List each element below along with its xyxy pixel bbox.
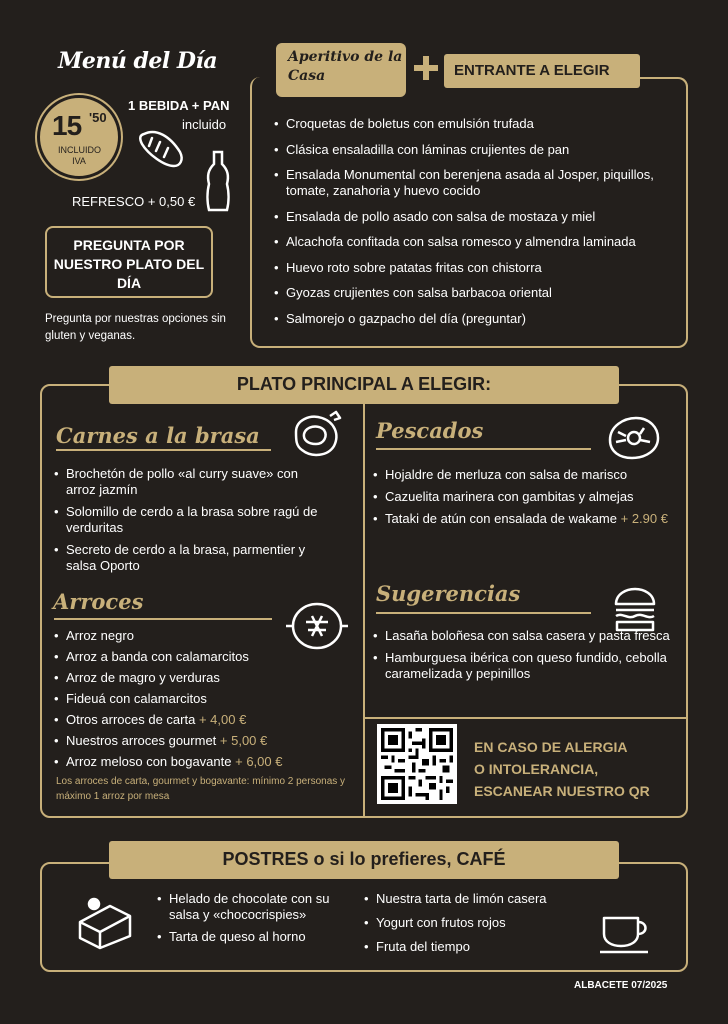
drink-sub: incluido xyxy=(182,117,227,132)
list-item: • Ensalada Monumental con berenjena asada al Josper, piquillos, tomate, zanahoria y huevo cocido xyxy=(274,167,674,199)
principal-tag: PLATO PRINCIPAL A ELEGIR: xyxy=(109,366,619,404)
list-item: • Tarta de queso al horno xyxy=(157,929,357,945)
list-item: • Fruta del tiempo xyxy=(364,939,584,955)
carnes-underline xyxy=(56,449,271,451)
pescados-underline xyxy=(376,448,591,450)
list-item: • Nuestros arroces gourmet + 5,00 € xyxy=(54,733,354,749)
arroces-list xyxy=(54,628,354,775)
price-extra: + 6,00 € xyxy=(235,754,283,769)
cake-icon xyxy=(76,892,134,950)
list-item: • Hamburguesa ibérica con queso fundido, cebolla caramelizada y pepinillos xyxy=(373,650,683,682)
qr-code[interactable] xyxy=(377,724,457,804)
postres-tag: POSTRES o si lo prefieres, CAFÉ xyxy=(109,841,619,879)
sugerencias-title: Sugerencias xyxy=(376,581,521,606)
carnes-list xyxy=(54,466,324,580)
list-item: • Clásica ensaladilla con láminas crujientes de pan xyxy=(274,142,674,158)
carnes-title: Carnes a la brasa xyxy=(56,423,260,448)
entrante-frame-corner xyxy=(640,77,688,87)
list-item: • Nuestra tarta de limón casera xyxy=(364,891,584,907)
drink-label: 1 BEBIDA + PAN xyxy=(128,98,230,113)
postres-list-left xyxy=(157,891,357,951)
list-item: • Cazuelita marinera con gambitas y almejas xyxy=(373,489,683,505)
column-divider xyxy=(363,404,365,818)
list-item: • Hojaldre de merluza con salsa de marisco xyxy=(373,467,683,483)
list-item: • Fideuá con calamarcitos xyxy=(54,691,354,707)
list-item: • Arroz a banda con calamarcitos xyxy=(54,649,354,665)
list-item: • Secreto de cerdo a la brasa, parmentier y salsa Oporto xyxy=(54,542,324,574)
list-item: • Ensalada de pollo asado con salsa de mostaza y miel xyxy=(274,209,674,225)
gluten-note: Pregunta por nuestras opciones sin gluten y veganas. xyxy=(45,313,226,342)
arroces-note: Los arroces de carta, gourmet y bogavante: mínimo 2 personas y máximo 1 arroz por mesa xyxy=(56,776,346,802)
list-item: • Salmorejo o gazpacho del día (preguntar) xyxy=(274,311,674,327)
burger-icon xyxy=(612,586,658,634)
arroces-title: Arroces xyxy=(53,589,144,614)
plus-icon xyxy=(414,56,438,80)
pescados-title: Pescados xyxy=(376,418,484,443)
list-item: • Lasaña boloñesa con salsa casera y pasta fresca xyxy=(373,628,683,644)
price-note: INCLUIDO IVA xyxy=(58,145,102,166)
fish-steak-icon xyxy=(606,414,662,462)
alergia-note: EN CASO DE ALERGIA O INTOLERANCIA, ESCANEAR NUESTRO QR xyxy=(474,739,650,799)
list-item: • Solomillo de cerdo a la brasa sobre ragú de verduritas xyxy=(54,504,324,536)
bread-icon xyxy=(136,126,186,170)
list-item: • Alcachofa confitada con salsa romesco y almendra laminada xyxy=(274,234,674,250)
entrante-tag: ENTRANTE A ELEGIR xyxy=(444,54,640,88)
postres-list-right xyxy=(364,891,584,963)
list-item: • Yogurt con frutos rojos xyxy=(364,915,584,931)
qr-divider xyxy=(365,717,688,719)
price-main: 15 xyxy=(52,110,82,141)
aperitivo-tag: Aperitivo de la Casa xyxy=(276,43,406,97)
list-item: • Croquetas de boletus con emulsión trufada xyxy=(274,116,674,132)
price-extra: + 4,00 € xyxy=(198,712,247,727)
price-extra: + 5,00 € xyxy=(219,733,268,748)
refresco-price: REFRESCO + 0,50 € xyxy=(72,194,196,209)
pescados-list xyxy=(373,467,683,533)
price-cents: '50 xyxy=(89,110,107,125)
menu-title: Menú del Día xyxy=(58,48,218,74)
list-item: • Arroz negro xyxy=(54,628,354,644)
price-extra: + 2.90 € xyxy=(620,511,668,526)
list-item: • Gyozas crujientes con salsa barbacoa oriental xyxy=(274,285,674,301)
list-item: • Helado de chocolate con su salsa y «chococrispies» xyxy=(157,891,357,923)
entrantes-list xyxy=(274,116,674,336)
sugerencias-underline xyxy=(376,612,591,614)
sugerencias-list xyxy=(373,628,683,688)
steak-icon xyxy=(290,410,346,462)
price-badge xyxy=(37,95,121,179)
arroces-underline xyxy=(54,618,272,620)
footer-location-date: ALBACETE 07/2025 xyxy=(574,980,668,991)
list-item: • Otros arroces de carta + 4,00 € xyxy=(54,712,354,728)
list-item: • Brochetón de pollo «al curry suave» con arroz jazmín xyxy=(54,466,324,498)
plato-del-dia-box: PREGUNTA POR NUESTRO PLATO DEL DÍA xyxy=(45,226,213,298)
list-item: • Huevo roto sobre patatas fritas con chistorra xyxy=(274,260,674,276)
list-item: • Arroz de magro y verduras xyxy=(54,670,354,686)
list-item: • Tataki de atún con ensalada de wakame + 2.90 € xyxy=(373,511,683,527)
bottle-icon xyxy=(205,150,231,214)
coffee-cup-icon xyxy=(598,914,654,956)
list-item: • Arroz meloso con bogavante + 6,00 € xyxy=(54,754,354,770)
